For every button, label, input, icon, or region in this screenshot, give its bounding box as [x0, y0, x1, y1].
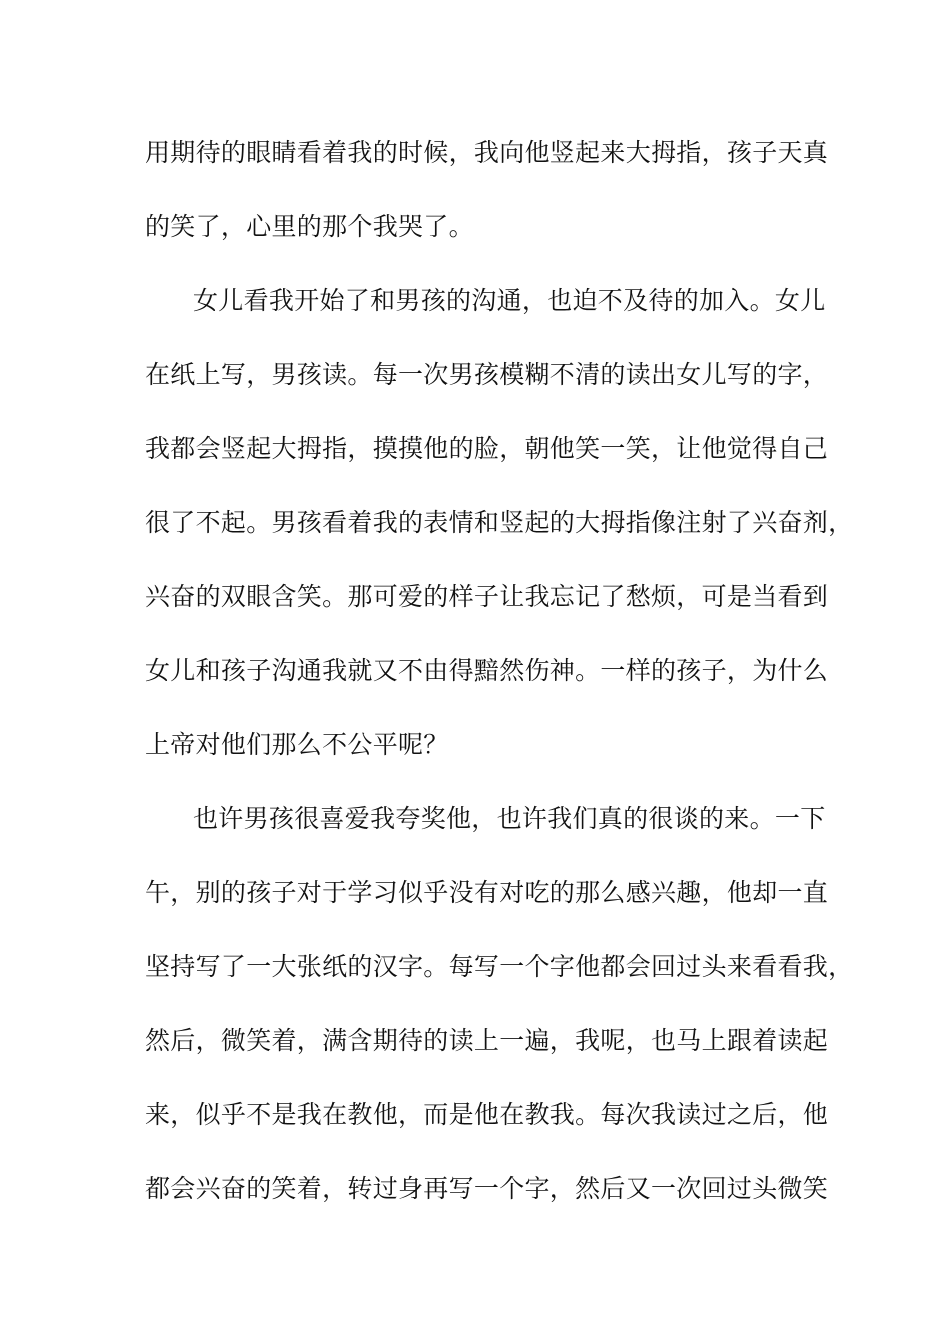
text-line: 来，似乎不是我在教他，而是他在教我。每次我读过之后，他: [145, 1100, 829, 1129]
text-line: 很了不起。男孩看着我的表情和竖起的大拇指像注射了兴奋剂，: [145, 508, 854, 537]
text-line: 用期待的眼睛看着我的时候，我向他竖起来大拇指，孩子天真: [145, 138, 829, 167]
text-line: 在纸上写，男孩读。每一次男孩模糊不清的读出女儿写的字，: [145, 360, 829, 389]
paragraph-start-line: 女儿看我开始了和男孩的沟通，也迫不及待的加入。女儿: [193, 286, 826, 315]
text-line: 坚持写了一大张纸的汉字。每写一个字他都会回过头来看看我，: [145, 952, 854, 981]
text-line: 都会兴奋的笑着，转过身再写一个字，然后又一次回过头微笑: [145, 1174, 829, 1203]
text-line: 我都会竖起大拇指，摸摸他的脸，朝他笑一笑，让他觉得自己: [145, 434, 829, 463]
body-text: [145, 128, 854, 1238]
text-line: 午，别的孩子对于学习似乎没有对吃的那么感兴趣，他却一直: [145, 878, 829, 907]
text-line: 上帝对他们那么不公平呢？: [145, 730, 449, 759]
text-line: 然后，微笑着，满含期待的读上一遍，我呢，也马上跟着读起: [145, 1026, 829, 1055]
paragraph-start-line: 也许男孩很喜爱我夸奖他，也许我们真的很谈的来。一下: [193, 804, 826, 833]
text-line: 的笑了，心里的那个我哭了。: [145, 212, 474, 241]
text-line: 女儿和孩子沟通我就又不由得黯然伤神。一样的孩子，为什么: [145, 656, 829, 685]
text-line: 兴奋的双眼含笑。那可爱的样子让我忘记了愁烦，可是当看到: [145, 582, 829, 611]
